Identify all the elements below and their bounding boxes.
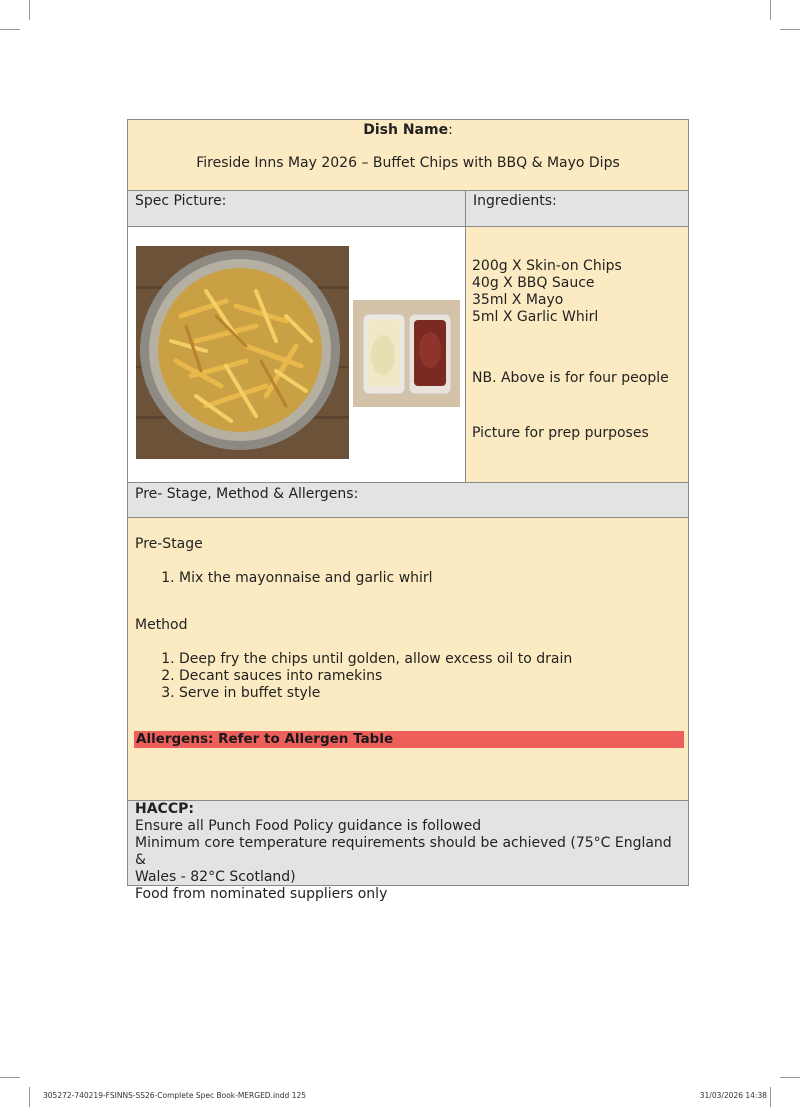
method-step: 3. Serve in buffet style xyxy=(179,685,572,702)
haccp-line: Wales - 82°C Scotland) xyxy=(135,869,296,885)
method-heading: Method xyxy=(135,617,188,633)
picture-ingredients-row xyxy=(128,227,688,483)
spec-card xyxy=(127,119,689,902)
dish-name-colon: : xyxy=(448,122,453,138)
haccp-line: Food from nominated suppliers only xyxy=(135,886,388,902)
dish-name-label: Dish Name xyxy=(363,122,449,138)
prestage-method-label-row xyxy=(128,483,688,518)
crop-mark xyxy=(770,1087,771,1107)
method-row xyxy=(128,518,688,801)
ingredient-item: 40g X BBQ Sauce xyxy=(472,275,595,291)
haccp-line: Minimum core temperature requirements should be achieved (75°C England & xyxy=(135,835,672,868)
haccp-line: Ensure all Punch Food Policy guidance is followed xyxy=(135,818,482,834)
spec-picture-label: Spec Picture: xyxy=(128,191,466,226)
dish-name-row xyxy=(128,120,688,191)
crop-mark xyxy=(780,1077,800,1078)
allergen-banner: Allergens: Refer to Allergen Table xyxy=(134,731,684,748)
crop-mark xyxy=(0,1077,20,1078)
ingredient-item: 5ml X Garlic Whirl xyxy=(472,309,599,325)
crop-mark xyxy=(770,0,771,20)
serving-note: NB. Above is for four people xyxy=(472,370,669,386)
crop-mark xyxy=(780,29,800,30)
footer-file-info: 305272-740219-FSINNS-SS26-Complete Spec Book-MERGED.indd 125 xyxy=(43,1091,307,1100)
prestage-heading: Pre-Stage xyxy=(135,536,203,552)
ingredients-label: Ingredients: xyxy=(473,193,557,209)
ingredient-item: 35ml X Mayo xyxy=(472,292,564,308)
footer-datetime: 31/03/2026 14:38 xyxy=(699,1091,767,1100)
dish-name: Fireside Inns May 2026 – Buffet Chips with BBQ & Mayo Dips xyxy=(196,155,620,171)
spec-picture-cell xyxy=(128,227,466,482)
dish-name-label-line xyxy=(128,120,688,138)
method-list xyxy=(151,651,572,702)
crop-mark xyxy=(0,29,20,30)
chips-bowl-photo xyxy=(136,246,349,459)
crop-mark xyxy=(29,0,30,20)
haccp-heading: HACCP: xyxy=(135,801,194,817)
method-step: 1. Deep fry the chips until golden, allow excess oil to drain xyxy=(179,651,572,668)
method-step: 2. Decant sauces into ramekins xyxy=(179,668,572,685)
prestage-step: 1. Mix the mayonnaise and garlic whirl xyxy=(179,570,433,587)
ingredient-item: 200g X Skin-on Chips xyxy=(472,258,622,274)
picture-ingredients-label-row xyxy=(128,191,688,227)
crop-mark xyxy=(29,1087,30,1107)
sauce-pots-photo xyxy=(353,300,460,407)
haccp-row xyxy=(128,801,688,902)
prestage-list xyxy=(151,570,433,587)
picture-note: Picture for prep purposes xyxy=(472,425,649,441)
prestage-method-label: Pre- Stage, Method & Allergens: xyxy=(135,486,359,502)
ingredients-cell xyxy=(466,227,688,482)
